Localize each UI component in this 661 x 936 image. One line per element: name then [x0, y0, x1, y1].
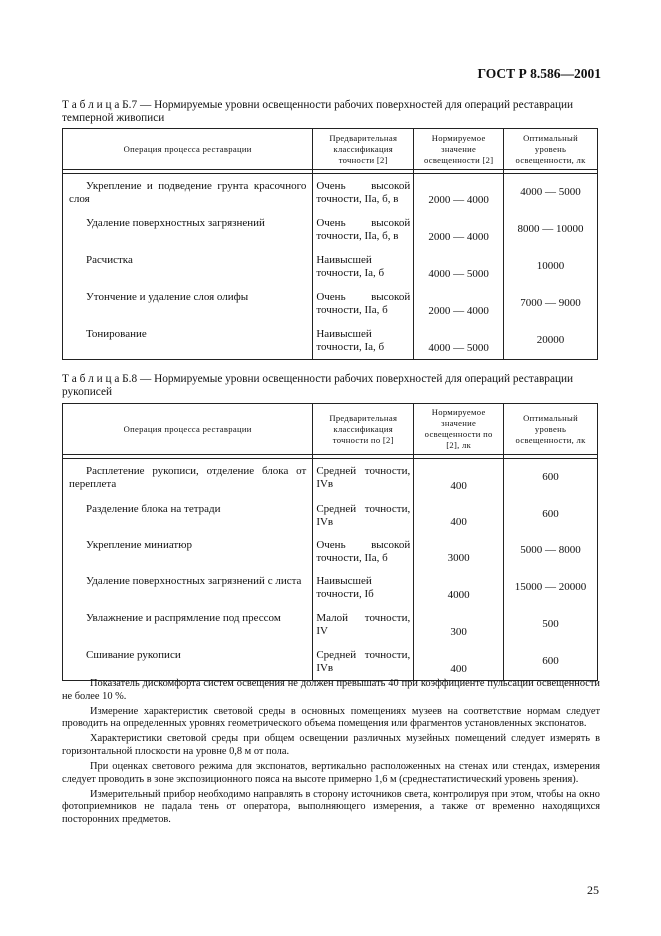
column-header: Нормируемое значение освещенности по [2], лк — [414, 404, 504, 455]
paragraph: Показатель дискомфорта систем освещения не должен превышать 40 при коэффициенте пульсации освещенности не более 10 %. — [62, 678, 600, 702]
optimal-cell: 8000 — 10000 — [504, 211, 598, 248]
paragraph: Измерение характеристик световой среды в основных помещениях музеев на соответствие нормам следует проводить на определенных уровнях геометрического объема помещения или фрагментов установленных экспонатов. — [62, 705, 600, 730]
norm-cell: 2000 — 4000 — [414, 211, 504, 248]
norm-cell: 4000 — 5000 — [414, 322, 504, 360]
column-header: Оптимальный уровень освещенности, лк — [504, 129, 598, 170]
column-header: Операция процесса реставрации — [63, 129, 313, 170]
optimal-cell: 600 — [504, 459, 598, 497]
column-header: Предварительная классификация точности [2] — [313, 129, 414, 170]
classification-cell: Очень высокой точности, IIа, б — [316, 290, 411, 316]
operation-cell: Укрепление и подведение грунта красочного слоя — [69, 180, 307, 205]
table-row — [63, 643, 598, 681]
table-row — [63, 322, 598, 360]
optimal-cell: 5000 — 8000 — [504, 533, 598, 569]
optimal-cell: 600 — [504, 497, 598, 533]
classification-cell: Очень высокой точности, IIа, б, в — [316, 180, 411, 205]
norm-cell: 2000 — 4000 — [414, 174, 504, 211]
table-row — [63, 174, 598, 211]
operation-cell: Сшивание рукописи — [86, 648, 181, 661]
table-b7-caption — [62, 99, 600, 125]
table-b8-caption-text: Нормируемые уровни освещенности рабочих поверхностей для операций реставрации рукописей — [62, 373, 574, 398]
norm-cell: 3000 — [414, 533, 504, 569]
table-b7 — [62, 128, 598, 360]
classification-cell: Очень высокой точности, IIа, б — [316, 538, 411, 564]
norm-cell: 4000 — 5000 — [414, 248, 504, 285]
paragraph: Характеристики световой среды при общем освещении различных музейных помещений следует измерять в горизонтальной плоскости на уровне 0,8 м от пола. — [62, 733, 600, 757]
table-b7-caption-text: Нормируемые уровни освещенности рабочих поверхностей для операций реставрации темперной живописи — [62, 99, 574, 124]
paragraph: При оценках светового режима для экспонатов, вертикально расположенных на стенах или стендах, измерения следует проводить в зоне экспозиционного пояса на высоте примерно 1,6 м (среднестатистический уровень зрения). — [62, 761, 600, 785]
table-row — [63, 569, 598, 606]
optimal-cell: 7000 — 9000 — [504, 285, 598, 322]
operation-cell: Увлажнение и распрямление под прессом — [86, 611, 281, 624]
operation-cell: Удаление поверхностных загрязнений с листа — [86, 574, 302, 587]
paragraph: Измерительный прибор необходимо направлять в сторону источников света, контролируя при этом, чтобы на окно фотоприемников не падала тень от оператора, выполняющего измерения, а также от временно находящихся посторонних предметов. — [62, 788, 600, 825]
classification-cell: Наивысшей точности, Iа, б — [316, 253, 385, 279]
table-b8-caption — [62, 373, 600, 399]
optimal-cell: 4000 — 5000 — [504, 174, 598, 211]
operation-cell: Расплетение рукописи, отделение блока от переплета — [69, 465, 307, 490]
operation-cell: Расчистка — [86, 253, 133, 266]
optimal-cell: 500 — [504, 606, 598, 643]
table-row — [63, 211, 598, 248]
norm-cell: 300 — [414, 606, 504, 643]
operation-cell: Тонирование — [86, 327, 147, 340]
classification-cell: Средней точности, IVв — [316, 465, 411, 490]
column-header: Оптимальный уровень освещенности, лк — [504, 404, 598, 455]
column-header: Операция процесса реставрации — [63, 404, 313, 455]
optimal-cell: 15000 — 20000 — [504, 569, 598, 606]
operation-cell: Разделение блока на тетради — [86, 502, 221, 515]
classification-cell: Наивысшей точности, Iа, б — [316, 327, 385, 353]
optimal-cell: 20000 — [504, 322, 598, 360]
classification-cell: Малой точности, IV — [316, 611, 411, 637]
norm-cell: 400 — [414, 643, 504, 681]
standard-header: ГОСТ Р 8.586—2001 — [477, 66, 601, 81]
norm-cell: 400 — [414, 459, 504, 497]
classification-cell: Очень высокой точности, IIа, б, в — [316, 216, 411, 242]
table-b8-caption-prefix: Т а б л и ц а Б.8 — — [62, 373, 152, 385]
column-header: Нормируемое значение освещенности [2] — [414, 129, 504, 170]
body-text — [62, 678, 600, 829]
operation-cell: Укрепление миниатюр — [86, 538, 192, 551]
table-row — [63, 606, 598, 643]
column-header: Предварительная классификация точности по [2] — [313, 404, 414, 455]
table-row — [63, 497, 598, 533]
operation-cell: Удаление поверхностных загрязнений — [86, 216, 265, 229]
norm-cell: 4000 — [414, 569, 504, 606]
operation-cell: Утончение и удаление слоя олифы — [86, 290, 249, 303]
classification-cell: Наивысшей точности, Iб — [316, 574, 374, 600]
optimal-cell: 10000 — [504, 248, 598, 285]
norm-cell: 2000 — 4000 — [414, 285, 504, 322]
table-row — [63, 533, 598, 569]
table-row — [63, 248, 598, 285]
optimal-cell: 600 — [504, 643, 598, 681]
classification-cell: Средней точности, IVв — [316, 502, 411, 528]
table-row — [63, 285, 598, 322]
table-b7-caption-prefix: Т а б л и ц а Б.7 — — [62, 99, 152, 111]
page-number: 25 — [587, 883, 599, 897]
table-b8 — [62, 403, 598, 681]
table-row — [63, 459, 598, 497]
classification-cell: Средней точности, IVв — [316, 648, 411, 674]
norm-cell: 400 — [414, 497, 504, 533]
